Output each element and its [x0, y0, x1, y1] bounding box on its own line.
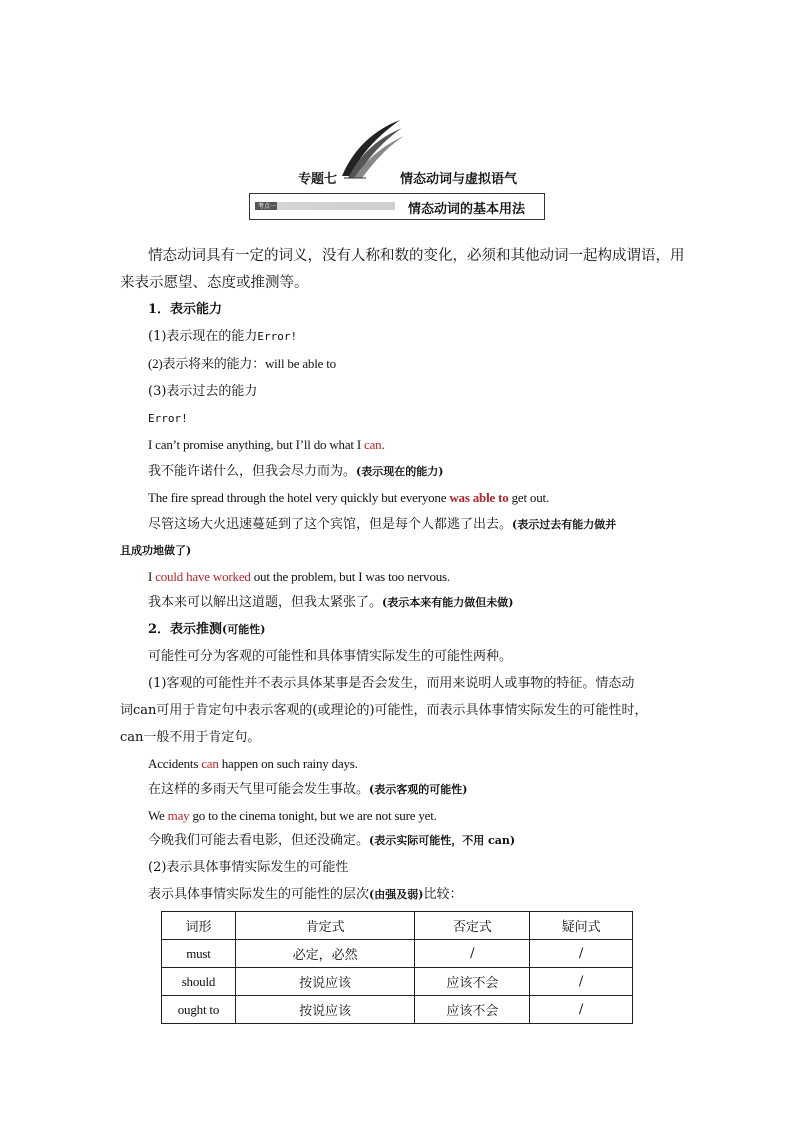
table-header-cell: 词形 — [162, 912, 236, 940]
sub-1-error: Error! — [257, 330, 298, 343]
point-title: 情态动词的基本用法 — [408, 202, 526, 217]
example-text: . — [381, 437, 385, 452]
example-4-cn — [148, 781, 467, 799]
heading-note: (可能性) — [222, 623, 266, 636]
example-text: The fire spread through the hotel very quickly but everyone — [148, 490, 450, 505]
section-2-paragraph-2-line-2: 词can可用于肯定句中表示客观的(或理论的)可能性，而表示具体事情实际发生的可能性时， — [120, 703, 648, 718]
table-header-cell: 肯定式 — [235, 912, 415, 940]
table-cell: / — [530, 996, 633, 1024]
compare-text: 比较： — [423, 887, 463, 902]
example-text: go to the cinema tonight, but we are not sure yet. — [189, 808, 437, 823]
table-cell: / — [530, 968, 633, 996]
example-text: I — [148, 569, 156, 584]
section-1-sub-3: (3)表示过去的能力 — [148, 384, 258, 399]
example-2-note-cont: 且成功地做了) — [120, 544, 192, 557]
table-row — [162, 968, 633, 996]
highlight: can — [364, 437, 382, 452]
table-cell: 按说应该 — [235, 968, 415, 996]
table-cell: 应该不会 — [415, 996, 530, 1024]
section-1-heading: 1．表示能力 — [148, 302, 223, 317]
heading-text: 2．表示推测 — [148, 622, 223, 637]
example-3-cn — [148, 594, 513, 612]
usage-note: (表示实际可能性，不用 can) — [369, 834, 516, 847]
table-cell: / — [415, 940, 530, 968]
section-1-sub-1 — [148, 328, 297, 346]
table-cell: should — [162, 968, 236, 996]
table-cell: 必定，必然 — [235, 940, 415, 968]
translation: 我本来可以解出这道题，但我太紧张了。 — [148, 595, 383, 610]
translation: 在这样的多雨天气里可能会发生事故。 — [148, 782, 370, 797]
point-tag — [255, 202, 395, 210]
table-cell: 应该不会 — [415, 968, 530, 996]
example-text: get out. — [508, 490, 549, 505]
table-header-cell: 否定式 — [415, 912, 530, 940]
example-2-cn — [148, 516, 616, 534]
table-row — [162, 940, 633, 968]
compare-intro — [148, 886, 462, 904]
compare-text: 表示具体事情实际发生的可能性的层次 — [148, 887, 370, 902]
compare-note: (由强及弱) — [369, 888, 424, 901]
example-text: Accidents — [148, 756, 202, 771]
translation: 今晚我们可能去看电影，但还没确定。 — [148, 833, 370, 848]
section-2-heading — [148, 621, 265, 639]
section-1-sub-3-error: Error! — [148, 412, 188, 425]
section-2-paragraph-2-line-3: can一般不用于肯定句。 — [120, 730, 261, 745]
section-2-sub-2: (2)表示具体事情实际发生的可能性 — [148, 860, 349, 875]
example-5-en — [148, 807, 437, 825]
example-text: happen on such rainy days. — [218, 756, 358, 771]
point-header-box — [249, 193, 545, 220]
usage-note: (表示现在的能力) — [356, 465, 444, 478]
table-cell: 按说应该 — [235, 996, 415, 1024]
table-cell: must — [162, 940, 236, 968]
point-tag-label: 考点一 — [258, 203, 277, 210]
possibility-table — [161, 911, 633, 1024]
example-5-cn — [148, 832, 515, 850]
highlight: can — [201, 756, 219, 771]
topic-label: 专题七 — [298, 172, 338, 187]
usage-note: (表示过去有能力做并 — [512, 518, 617, 531]
usage-note: (表示客观的可能性) — [369, 783, 468, 796]
table-cell: ought to — [162, 996, 236, 1024]
topic-title: 情态动词与虚拟语气 — [400, 172, 518, 187]
table-header-row — [162, 912, 633, 940]
translation: 尽管这场大火迅速蔓延到了这个宾馆，但是每个人都逃了出去。 — [148, 517, 513, 532]
example-3-en — [148, 568, 450, 586]
section-1-sub-2: (2)表示将来的能力：will be able to — [148, 356, 336, 371]
example-text: We — [148, 808, 168, 823]
section-2-paragraph-1: 可能性可分为客观的可能性和具体事情实际发生的可能性两种。 — [148, 649, 513, 664]
table-header-cell: 疑问式 — [530, 912, 633, 940]
usage-note: (表示本来有能力做但未做) — [382, 596, 514, 609]
example-1-cn — [148, 463, 443, 481]
section-2-paragraph-2-line-1: (1)客观的可能性并不表示具体某事是否会发生，而用来说明人或事物的特征。情态动 — [148, 676, 635, 691]
highlight: could have worked — [155, 569, 251, 584]
example-text: out the problem, but I was too nervous. — [250, 569, 450, 584]
intro-line-1: 情态动词具有一定的词义，没有人称和数的变化，必须和其他动词一起构成谓语，用 — [148, 248, 685, 264]
table-cell: / — [530, 940, 633, 968]
topic-header — [0, 168, 794, 188]
example-2-en — [148, 489, 549, 507]
example-text: I can’t promise anything, but I’ll do what I — [148, 437, 365, 452]
sub-1-text: (1)表示现在的能力 — [148, 329, 258, 344]
highlight: was able to — [449, 490, 509, 505]
example-1-en — [148, 436, 385, 454]
table-row — [162, 996, 633, 1024]
translation: 我不能许诺什么，但我会尽力而为。 — [148, 464, 357, 479]
intro-line-2: 来表示愿望、态度或推测等。 — [120, 275, 309, 291]
highlight: may — [167, 808, 190, 823]
example-4-en — [148, 755, 358, 773]
